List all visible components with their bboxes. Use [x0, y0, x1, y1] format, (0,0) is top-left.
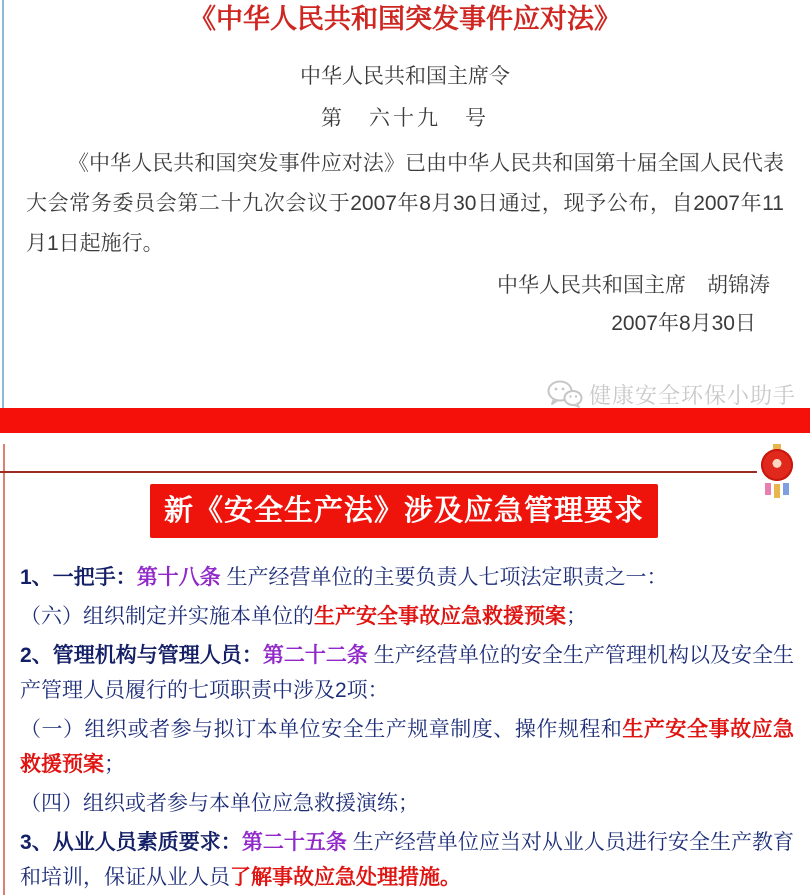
text-segment-normal: （六）组织制定并实施本单位的	[20, 605, 314, 628]
text-segment-normal: 生产经营单位的主要负责人七项法定职责之一：	[220, 566, 668, 589]
text-segment-article: 第十八条	[136, 566, 221, 589]
text-segment-lead: 1、一把手：	[20, 566, 137, 589]
red-divider-bar	[0, 408, 810, 433]
text-segment-normal: （四）组织或者参与本单位应急救援演练；	[20, 792, 419, 815]
watermark	[0, 380, 810, 408]
rule-paragraph	[20, 560, 794, 595]
rule-paragraph	[20, 712, 794, 782]
thin-red-divider-line	[0, 471, 757, 473]
wechat-logo-icon	[547, 380, 583, 408]
decree-body-paragraph: 《中华人民共和国突发事件应对法》已由中华人民共和国第十届全国人民代表大会常务委员会第二十九次会议于2007年8月30日通过，现予公布，自2007年11月1日起施行。	[26, 152, 784, 255]
text-segment-red: 了解事故应急处理措施。	[230, 866, 461, 889]
text-segment-article: 第二十五条	[241, 831, 347, 854]
text-segment-normal: （一）组织或者参与拟订本单位安全生产规章制度、操作规程和	[20, 718, 623, 741]
rule-paragraph	[20, 825, 794, 895]
text-segment-lead: 2、管理机构与管理人员：	[20, 644, 263, 667]
rules-list	[20, 560, 794, 895]
left-edge-line-bottom	[3, 444, 5, 895]
law-title: 《中华人民共和国突发事件应对法》	[189, 4, 621, 34]
text-segment-lead: 3、从业人员素质要求：	[20, 831, 242, 854]
text-segment-normal: 生产经营单位应当对从业人员进行安全生产教育和培训，保证从业人员	[20, 831, 795, 889]
red-lantern-icon	[757, 444, 797, 500]
left-edge-line-top	[2, 0, 4, 408]
rule-paragraph	[20, 638, 794, 708]
section-banner: 新《安全生产法》涉及应急管理要求	[150, 484, 658, 538]
decree-number: 第 六十九 号	[321, 107, 489, 130]
decree-date: 2007年8月30日	[611, 312, 756, 335]
watermark-label: 健康安全环保小助手	[588, 382, 796, 408]
decree-heading: 中华人民共和国主席令	[300, 65, 510, 88]
text-segment-article: 第二十二条	[262, 644, 368, 667]
rule-paragraph	[20, 786, 794, 821]
text-segment-normal: 生产经营单位的安全生产管理机构以及安全生产管理人员履行的七项职责中涉及2项：	[20, 644, 795, 702]
text-segment-normal: ；	[566, 605, 587, 628]
text-segment-red: 生产安全事故应急救援预案	[314, 605, 566, 628]
rule-paragraph	[20, 599, 794, 634]
text-segment-normal: ；	[104, 753, 125, 776]
decree-signature: 中华人民共和国主席 胡锦涛	[497, 274, 770, 297]
text-segment-red: 生产安全事故应急救援预案	[20, 718, 795, 776]
